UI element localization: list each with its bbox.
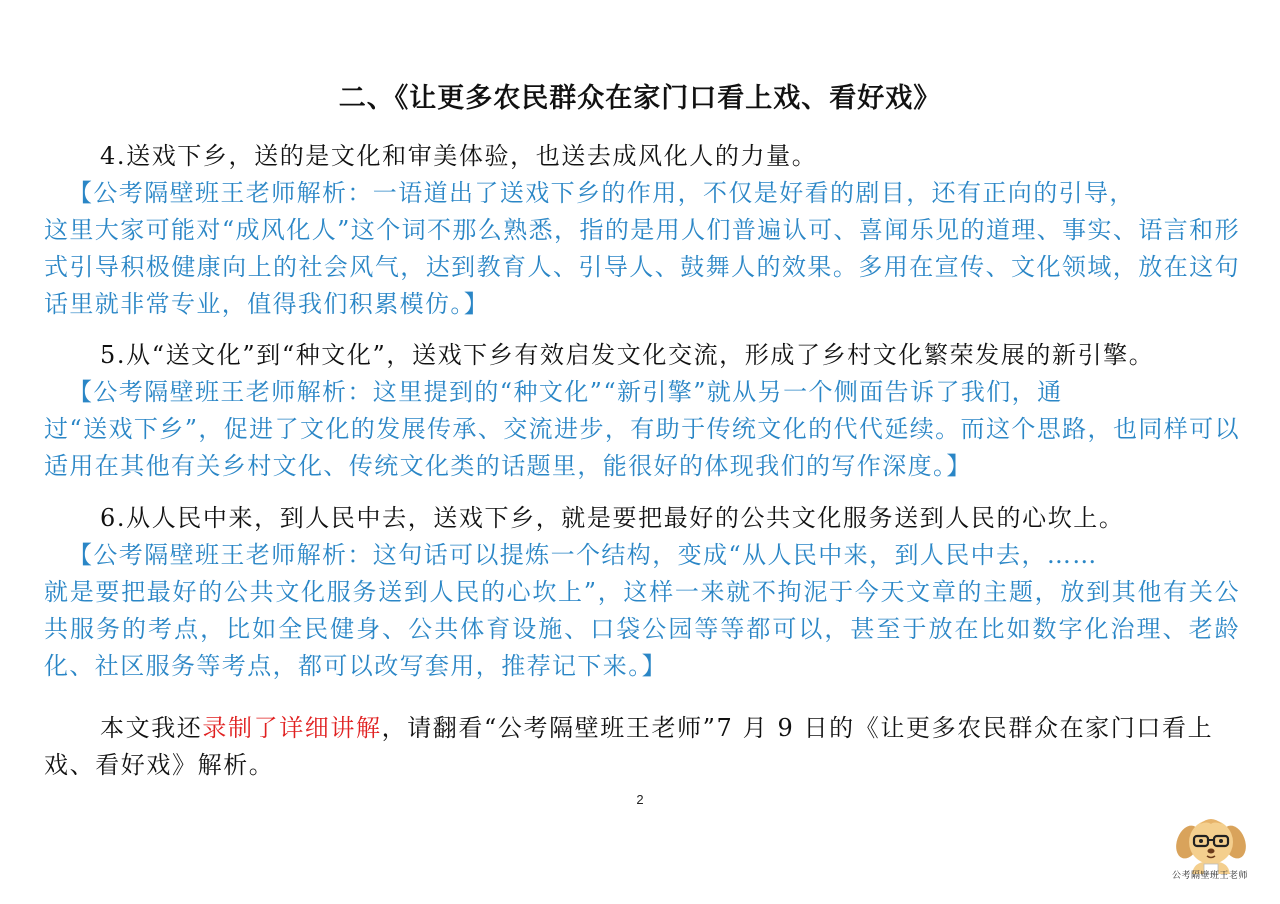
analysis-rest: 过“送戏下乡”，促进了文化的发展传承、交流进步，有助于传统文化的代代延续。而这个思路，也同样可以适用在其他有关乡村文化、传统文化类的话题里，能很好的体现我们的写作深度。】 xyxy=(44,415,1240,480)
quote-text: 5.从“送文化”到“种文化”，送戏下乡有效启发文化交流，形成了乡村文化繁荣发展的新引擎。 xyxy=(100,341,1155,369)
quote-text: 6.从人民中来，到人民中去，送戏下乡，就是要把最好的公共文化服务送到人民的心坎上。 xyxy=(100,504,1125,532)
analysis-rest: 这里大家可能对“成风化人”这个词不那么熟悉，指的是用人们普遍认可、喜闻乐见的道理、事实、语言和形式引导积极健康向上的社会风气，达到教育人、引导人、鼓舞人的效果。多用在宣传、文化领域，放在这句话里就非常专业，值得我们积累模仿。】 xyxy=(44,216,1240,318)
analysis-text xyxy=(44,374,1240,485)
page-number: 2 xyxy=(636,792,644,807)
closing-paragraph xyxy=(44,710,1240,784)
closing-before: 本文我还 xyxy=(100,714,203,742)
closing-highlight: 录制了详细讲解 xyxy=(202,714,382,742)
closing-after: ，请翻看“公考隔壁班王老师”7 月 9 日的《让更多农民群众在家门口看上戏、看好戏》解析。 xyxy=(44,714,1214,779)
section-title: 二、《让更多农民群众在家门口看上戏、看好戏》 xyxy=(338,83,942,114)
quote-text: 4.送戏下乡，送的是文化和审美体验，也送去成风化人的力量。 xyxy=(100,142,818,170)
analysis-first-line: 【公考隔壁班王老师解析：这里提到的“种文化”“新引擎”就从另一个侧面告诉了我们，通 xyxy=(68,378,1063,406)
analysis-text xyxy=(44,537,1240,685)
logo-caption: 公考隔壁班王老师 xyxy=(1171,871,1248,881)
item-4 xyxy=(44,138,1240,323)
analysis-first-line: 【公考隔壁班王老师解析：一语道出了送戏下乡的作用，不仅是好看的剧目，还有正向的引导， xyxy=(68,179,1135,207)
analysis-text xyxy=(44,175,1240,323)
item-5 xyxy=(44,337,1240,485)
analysis-rest: 就是要把最好的公共文化服务送到人民的心坎上”，这样一来就不拘泥于今天文章的主题，放到其他有关公共服务的考点，比如全民健身、公共体育设施、口袋公园等等都可以，甚至于放在比如数字化治理、老龄化、社区服务等考点，都可以改写套用，推荐记下来。】 xyxy=(44,578,1240,680)
item-6 xyxy=(44,500,1240,685)
analysis-first-line: 【公考隔壁班王老师解析：这句话可以提炼一个结构，变成“从人民中来，到人民中去，…… xyxy=(68,541,1098,569)
